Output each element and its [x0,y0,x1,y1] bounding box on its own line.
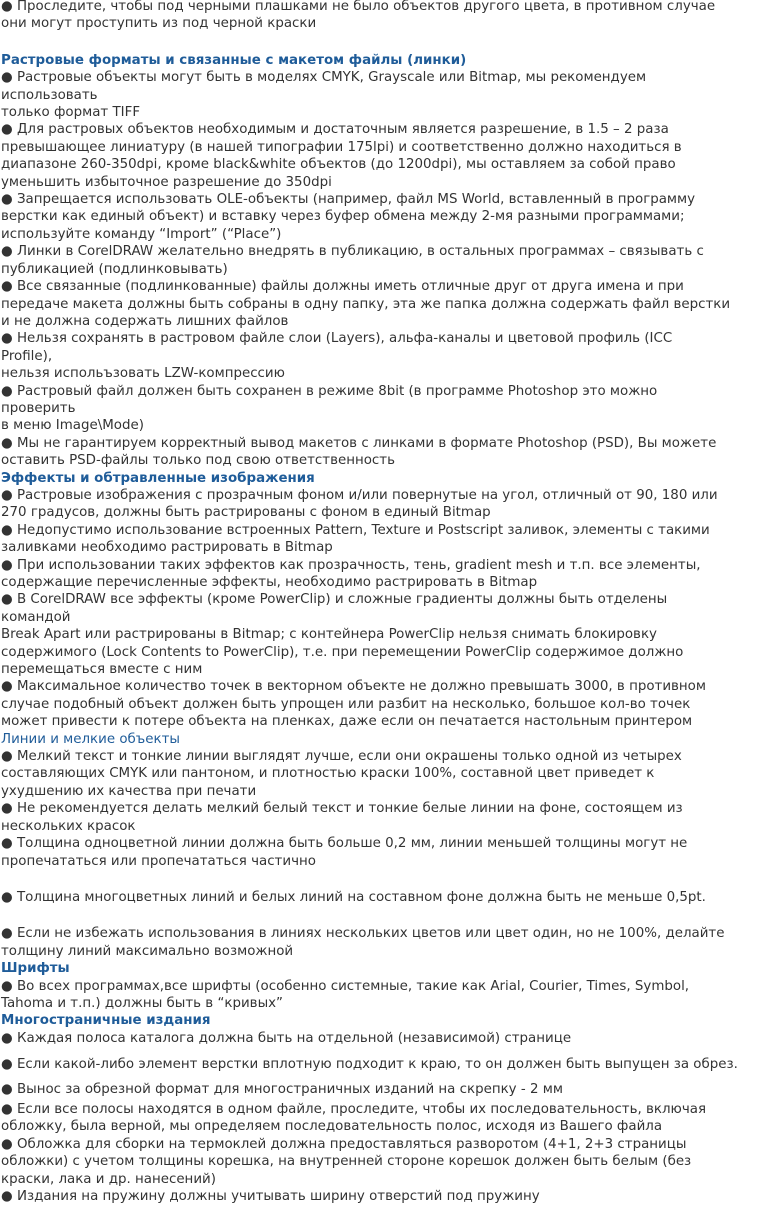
list-item: ● При использовании таких эффектов как прозрачность, тень, gradient mesh и т.п. все элементы, содержащие перечисленные эффекты, необходимо растрировать в Bitmap [1,557,701,590]
list-item: ● Линки в CorelDRAW желательно внедрять в публикацию, в остальных программах – связывать с публикацией (подлинковывать) [1,244,704,277]
list-item: ● Растровые объекты могут быть в моделях CMYK, Grayscale или Bitmap, мы рекомендуем использовать только формат TIFF [1,70,647,121]
list-item: ● Мы не гарантируем корректный вывод макетов с линками в формате Photoshop (PSD), Вы можете оставить PSD-файлы только под свою ответственность [1,435,717,469]
list-item: ● Каждая полоса каталога должна быть на отдельной (независимой) странице [1,1030,572,1046]
list-item: ● Запрещается использовать OLE-объекты (например, файл MS World, вставленный в программу верстки как единый объект) и вставку через буфер обмена между 2-мя разными программами; используйте команду “Import” (“Place”) [1,192,696,242]
list-item: ● Во всех программах,все шрифты (особенно системные, такие как Arial, Courier, Times, Symbol, Tahoma и т.п.) должны быть в “кривых” [1,978,690,1011]
section-heading: Шрифты [1,961,70,977]
section-heading: Растровые форматы и связанные с макетом файлы (линки) [1,52,467,68]
list-item: ● Недопустимо использование встроенных Pattern, Texture и Postscript заливок, элементы с такими заливками необходимо растрировать в Bitmap [1,522,710,556]
list-item: ● Все связанные (подлинкованные) файлы должны иметь отличные друг от друга имена и при передаче макета должны быть собраны в одну папку, эта же папка должна содержать файл верстки и не должна содержать лишних файлов [1,279,731,329]
list-item: ● Мелкий текст и тонкие линии выглядят лучше, если они окрашены только одной из четырех составляющих CMYK или пантоном, и плотностью краски 100%, составной цвет приведет к ухудшению их качества при печати [1,749,682,799]
list-item: ● Вынос за обрезной формат для многостраничных изданий на скрепку - 2 мм [1,1081,563,1097]
list-item: ● Обложка для сборки на термоклей должна предоставляться разворотом (4+1, 2+3 страницы обложки) с учетом толщины корешка, на внутренней стороне корешок должен быть белым (без краски, лака и др. нанесений) [1,1136,692,1187]
list-item: ● Не рекомендуется делать мелкий белый текст и тонкие белые линии на фоне, состоящем из нескольких красок [1,801,683,834]
list-item: ● Издания на пружину должны учитывать ширину отверстий под пружину [1,1189,540,1204]
list-item: ● Растровые изображения с прозрачным фоном и/или повернутые на угол, отличный от 90, 180 или 270 градусов, должны быть растрированы с фоном в единый Bitmap [1,487,718,521]
list-item: ● Для растровых объектов необходимым и достаточным является разрешение, в 1.5 – 2 раза превышающее линиатуру (в нашей типографии 175lpi) и соответственно должно находиться в диапазоне 260-350dpi, кроме black&white объектов (до 1200dpi), мы оставляем за собой право уменьшить избыточное разрешение до 350dpi [1,122,682,190]
document-body [1,0,773,1205]
list-item: ● Нельзя сохранять в растровом файле слои (Layers), альфа-каналы и цветовой профиль (ICC Profile), нельзя испольъзовать LZW-компрессию [1,331,673,382]
list-item: ● Если не избежать использования в линиях нескольких цветов или цвет один, но не 100%, делайте толщину линий максимально возможной [1,926,725,959]
list-item: ● Толщина одноцветной линии должна быть больше 0,2 мм, линии меньшей толщины могут не пропечататься или пропечататься частично [1,836,688,869]
section-heading: Многостраничные издания [1,1013,211,1029]
list-item: ● Толщина многоцветных линий и белых линий на составном фоне должна быть не меньше 0,5pt. [1,889,706,905]
list-item: ● Растровый файл должен быть сохранен в режиме 8bit (в программе Photoshop это можно проверить в меню Image\Mode) [1,383,658,434]
list-item: ● Если все полосы находятся в одном файле, проследите, чтобы их последовательность, включая обложку, была верной, мы определяем последовательность полос, исходя из Вашего файла [1,1101,706,1135]
list-item: ● Если какой-либо элемент верстки вплотную подходит к краю, то он должен быть выпущен за обрез. [1,1057,738,1073]
section-subheading: Линии и мелкие объекты [1,731,180,747]
list-item: ● Максимальное количество точек в векторном объекте не должно превышать 3000, в противном случае подобный объект должен быть упрощен или разбит на несколько, большое кол-во точек может привести к потере объекта на пленках, даже если он печатается настольным принтером [1,679,706,730]
section-heading: Эффекты и обтравленные изображения [1,470,315,486]
list-item: ● В CorelDRAW все эффекты (кроме PowerClip) и сложные градиенты должны быть отделены командой Break Apart или растрированы в Bitmap; с контейнера PowerClip нельзя снимать блокировку содержимого (Lock Contents to PowerClip), т.е. при перемещении PowerClip содержимое должно перемещаться вместе с ним [1,592,684,678]
list-item: ● Проследите, чтобы под черными плашками не было объектов другого цвета, в противном случае они могут проступить из под черной краски [1,0,716,32]
